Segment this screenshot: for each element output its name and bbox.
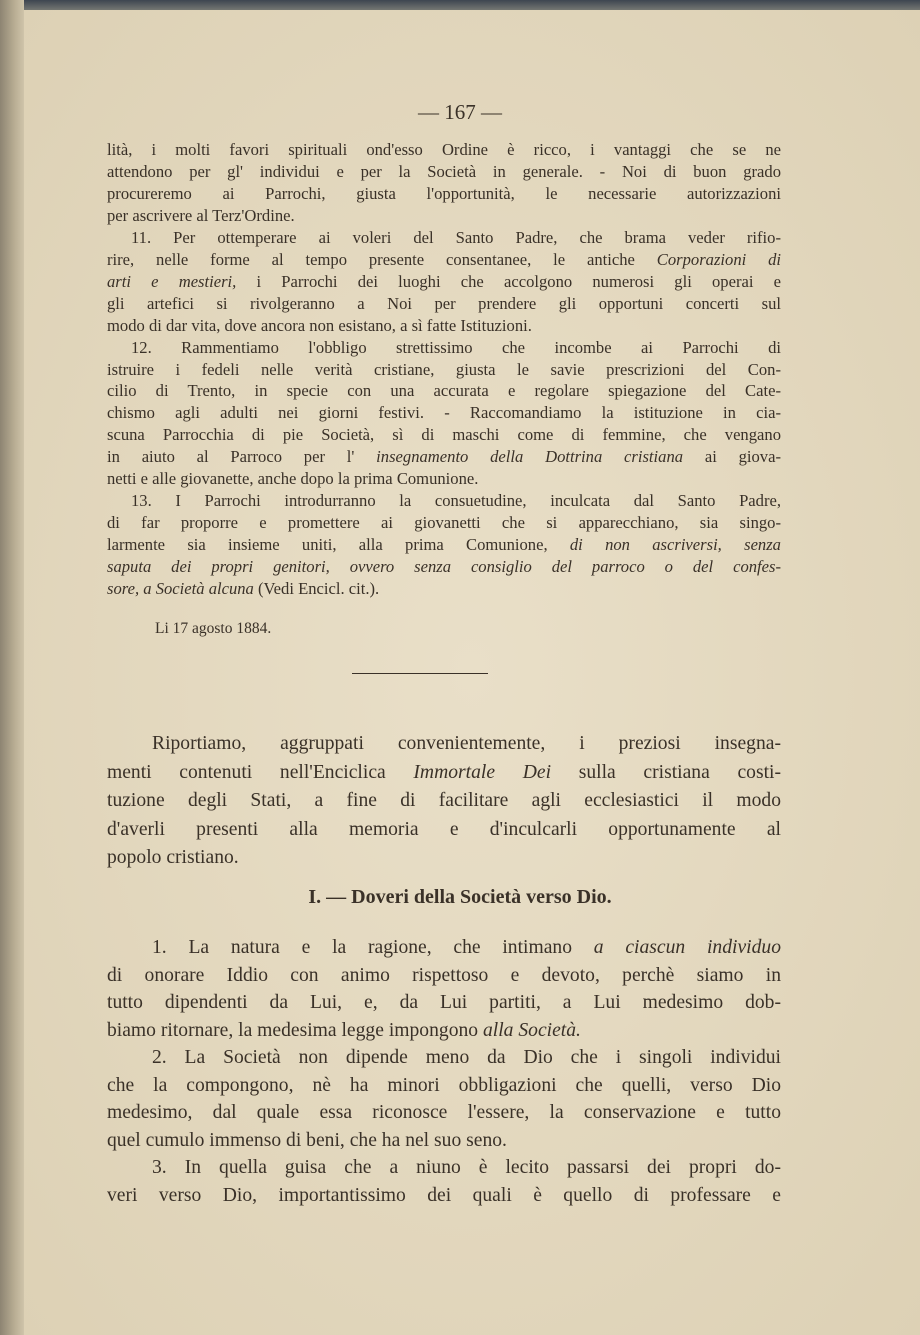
text-line: [107, 1127, 781, 1155]
text-run: modo di dar vita, dove ancora non esistano, a sì fatte Istituzioni.: [107, 315, 532, 335]
text-line: [107, 337, 781, 359]
text-line: [107, 844, 781, 873]
text-run: di far proporre e promettere ai giovanetti che si apparecchiano, sia singo-: [107, 513, 781, 533]
italic-text-run: arti e mestieri,: [107, 271, 237, 291]
text-run: attendono per gl' individui e per la Società in generale. - Noi di buon grado: [107, 161, 781, 181]
text-line: [107, 1072, 781, 1100]
text-line: [107, 1017, 781, 1045]
section-heading: I. — Doveri della Società verso Dio.: [308, 886, 612, 908]
text-line: [107, 315, 781, 337]
text-line: [107, 512, 781, 534]
text-run: scuna Parrocchia di pie Società, sì di maschi come di femmine, che vengano: [107, 425, 781, 445]
text-line: [107, 989, 781, 1017]
text-run: in aiuto al Parroco per l': [107, 447, 377, 467]
text-line: [107, 183, 781, 205]
text-line: [107, 380, 781, 402]
book-spine-edge: [0, 0, 24, 1335]
decree-text: [107, 139, 781, 600]
text-run: chismo agli adulti nei giorni festivi. - Raccomandiamo la istituzione in cia-: [107, 403, 781, 423]
text-line: [107, 556, 781, 578]
decree-date: Li 17 agosto 1884.: [155, 620, 272, 637]
text-line: [107, 1182, 781, 1210]
text-run: (Vedi Encicl. cit.).: [253, 579, 380, 599]
text-run: tutto dipendenti da Lui, e, da Lui partiti, a Lui medesimo dob-: [107, 992, 781, 1013]
text-line: [107, 962, 781, 990]
text-line: [107, 446, 781, 468]
text-run: netti e alle giovanette, anche dopo la prima Comunione.: [107, 469, 479, 489]
italic-text-run: saputa dei propri genitori, ovvero senza consiglio del parroco o del confes-: [107, 557, 781, 577]
text-run: 12. Rammentiamo l'obbligo strettissimo che incombe ai Parrochi di: [131, 337, 781, 357]
text-line: [107, 139, 781, 161]
text-run: veri verso Dio, importantissimo dei quali è quello di professare e: [107, 1184, 781, 1206]
text-line: [107, 816, 781, 845]
text-run: 13. I Parrochi introdurranno la consuetudine, inculcata dal Santo Padre,: [131, 491, 781, 511]
text-line: [107, 934, 781, 962]
text-run: lità, i molti favori spirituali ond'esso Ordine è ricco, i vantaggi che se ne: [107, 140, 781, 159]
text-run: rire, nelle forme al tempo presente consentanee, le antiche: [107, 249, 657, 269]
text-line: [107, 534, 781, 556]
page-number: — 167 —: [418, 100, 502, 124]
text-run: procureremo ai Parrochi, giusta l'opportunità, le necessarie autorizzazioni: [107, 183, 781, 203]
italic-text-run: Immortale Dei: [413, 761, 552, 783]
text-run: 3. In quella guisa che a niuno è lecito passarsi dei propri do-: [152, 1157, 781, 1178]
text-line: [107, 359, 781, 381]
text-line: [107, 730, 781, 759]
intro-text: [107, 730, 781, 873]
text-line: [107, 205, 781, 227]
text-run: gli artefici si rivolgeranno a Noi per prendere gli opportuni concerti sul: [107, 293, 781, 313]
text-line: [107, 293, 781, 315]
text-line: [107, 490, 781, 512]
separator-rule: [352, 673, 488, 674]
italic-text-run: sore, a Società alcuna: [107, 579, 254, 599]
text-run: ai giova-: [683, 447, 781, 467]
text-run: biamo ritornare, la medesima legge impongono: [107, 1019, 483, 1041]
text-line: [107, 424, 781, 446]
italic-text-run: alla Società.: [482, 1019, 581, 1041]
text-run: che la compongono, nè ha minori obbligazioni che quelli, verso Dio: [107, 1074, 781, 1096]
text-run: istruire i fedeli nelle verità cristiane, giusta le savie prescrizioni del Con-: [107, 359, 781, 379]
section-text: [107, 934, 781, 1209]
text-run: d'averli presenti alla memoria e d'inculcarli opportunamente al: [107, 818, 781, 840]
text-line: [107, 271, 781, 293]
text-run: sulla cristiana costi-: [551, 761, 781, 783]
text-run: cilio di Trento, in specie con una accurata e regolare spiegazione del Cate-: [107, 381, 781, 401]
text-run: tuzione degli Stati, a fine di facilitare agli ecclesiastici il modo: [107, 790, 781, 812]
text-run: 2. La Società non dipende meno da Dio che i singoli individui: [152, 1047, 781, 1068]
text-line: [107, 161, 781, 183]
text-run: per ascrivere al Terz'Ordine.: [107, 205, 295, 225]
text-line: [107, 1044, 781, 1072]
text-line: [107, 402, 781, 424]
text-run: menti contenuti nell'Enciclica: [107, 761, 414, 783]
italic-text-run: a ciascun individuo: [593, 937, 781, 958]
text-line: [107, 1099, 781, 1127]
italic-text-run: insegnamento della Dottrina cristiana: [376, 447, 684, 467]
text-run: di onorare Iddio con animo rispettoso e devoto, perchè siamo in: [107, 964, 781, 986]
text-line: [107, 1154, 781, 1182]
text-run: larmente sia insieme uniti, alla prima Comunione,: [107, 535, 570, 555]
text-run: 11. Per ottemperare ai voleri del Santo Padre, che brama veder rifio-: [131, 227, 781, 247]
text-line: [107, 787, 781, 816]
italic-text-run: di non ascriversi, senza: [569, 535, 781, 555]
text-line: [107, 249, 781, 271]
text-run: popolo cristiano.: [107, 847, 239, 869]
text-run: medesimo, dal quale essa riconosce l'essere, la conservazione e tutto: [107, 1102, 781, 1123]
text-run: Riportiamo, aggruppati convenientemente, i preziosi insegna-: [152, 733, 781, 754]
text-run: 1. La natura e la ragione, che intimano: [152, 937, 594, 958]
italic-text-run: Corporazioni di: [656, 249, 782, 269]
text-run: i Parrochi dei luoghi che accolgono numerosi gli operai e: [236, 271, 781, 291]
text-run: quel cumulo immenso di beni, che ha nel suo seno.: [107, 1129, 507, 1151]
text-line: [107, 468, 781, 490]
text-line: [107, 759, 781, 788]
text-line: [107, 227, 781, 249]
text-line: [107, 578, 781, 600]
